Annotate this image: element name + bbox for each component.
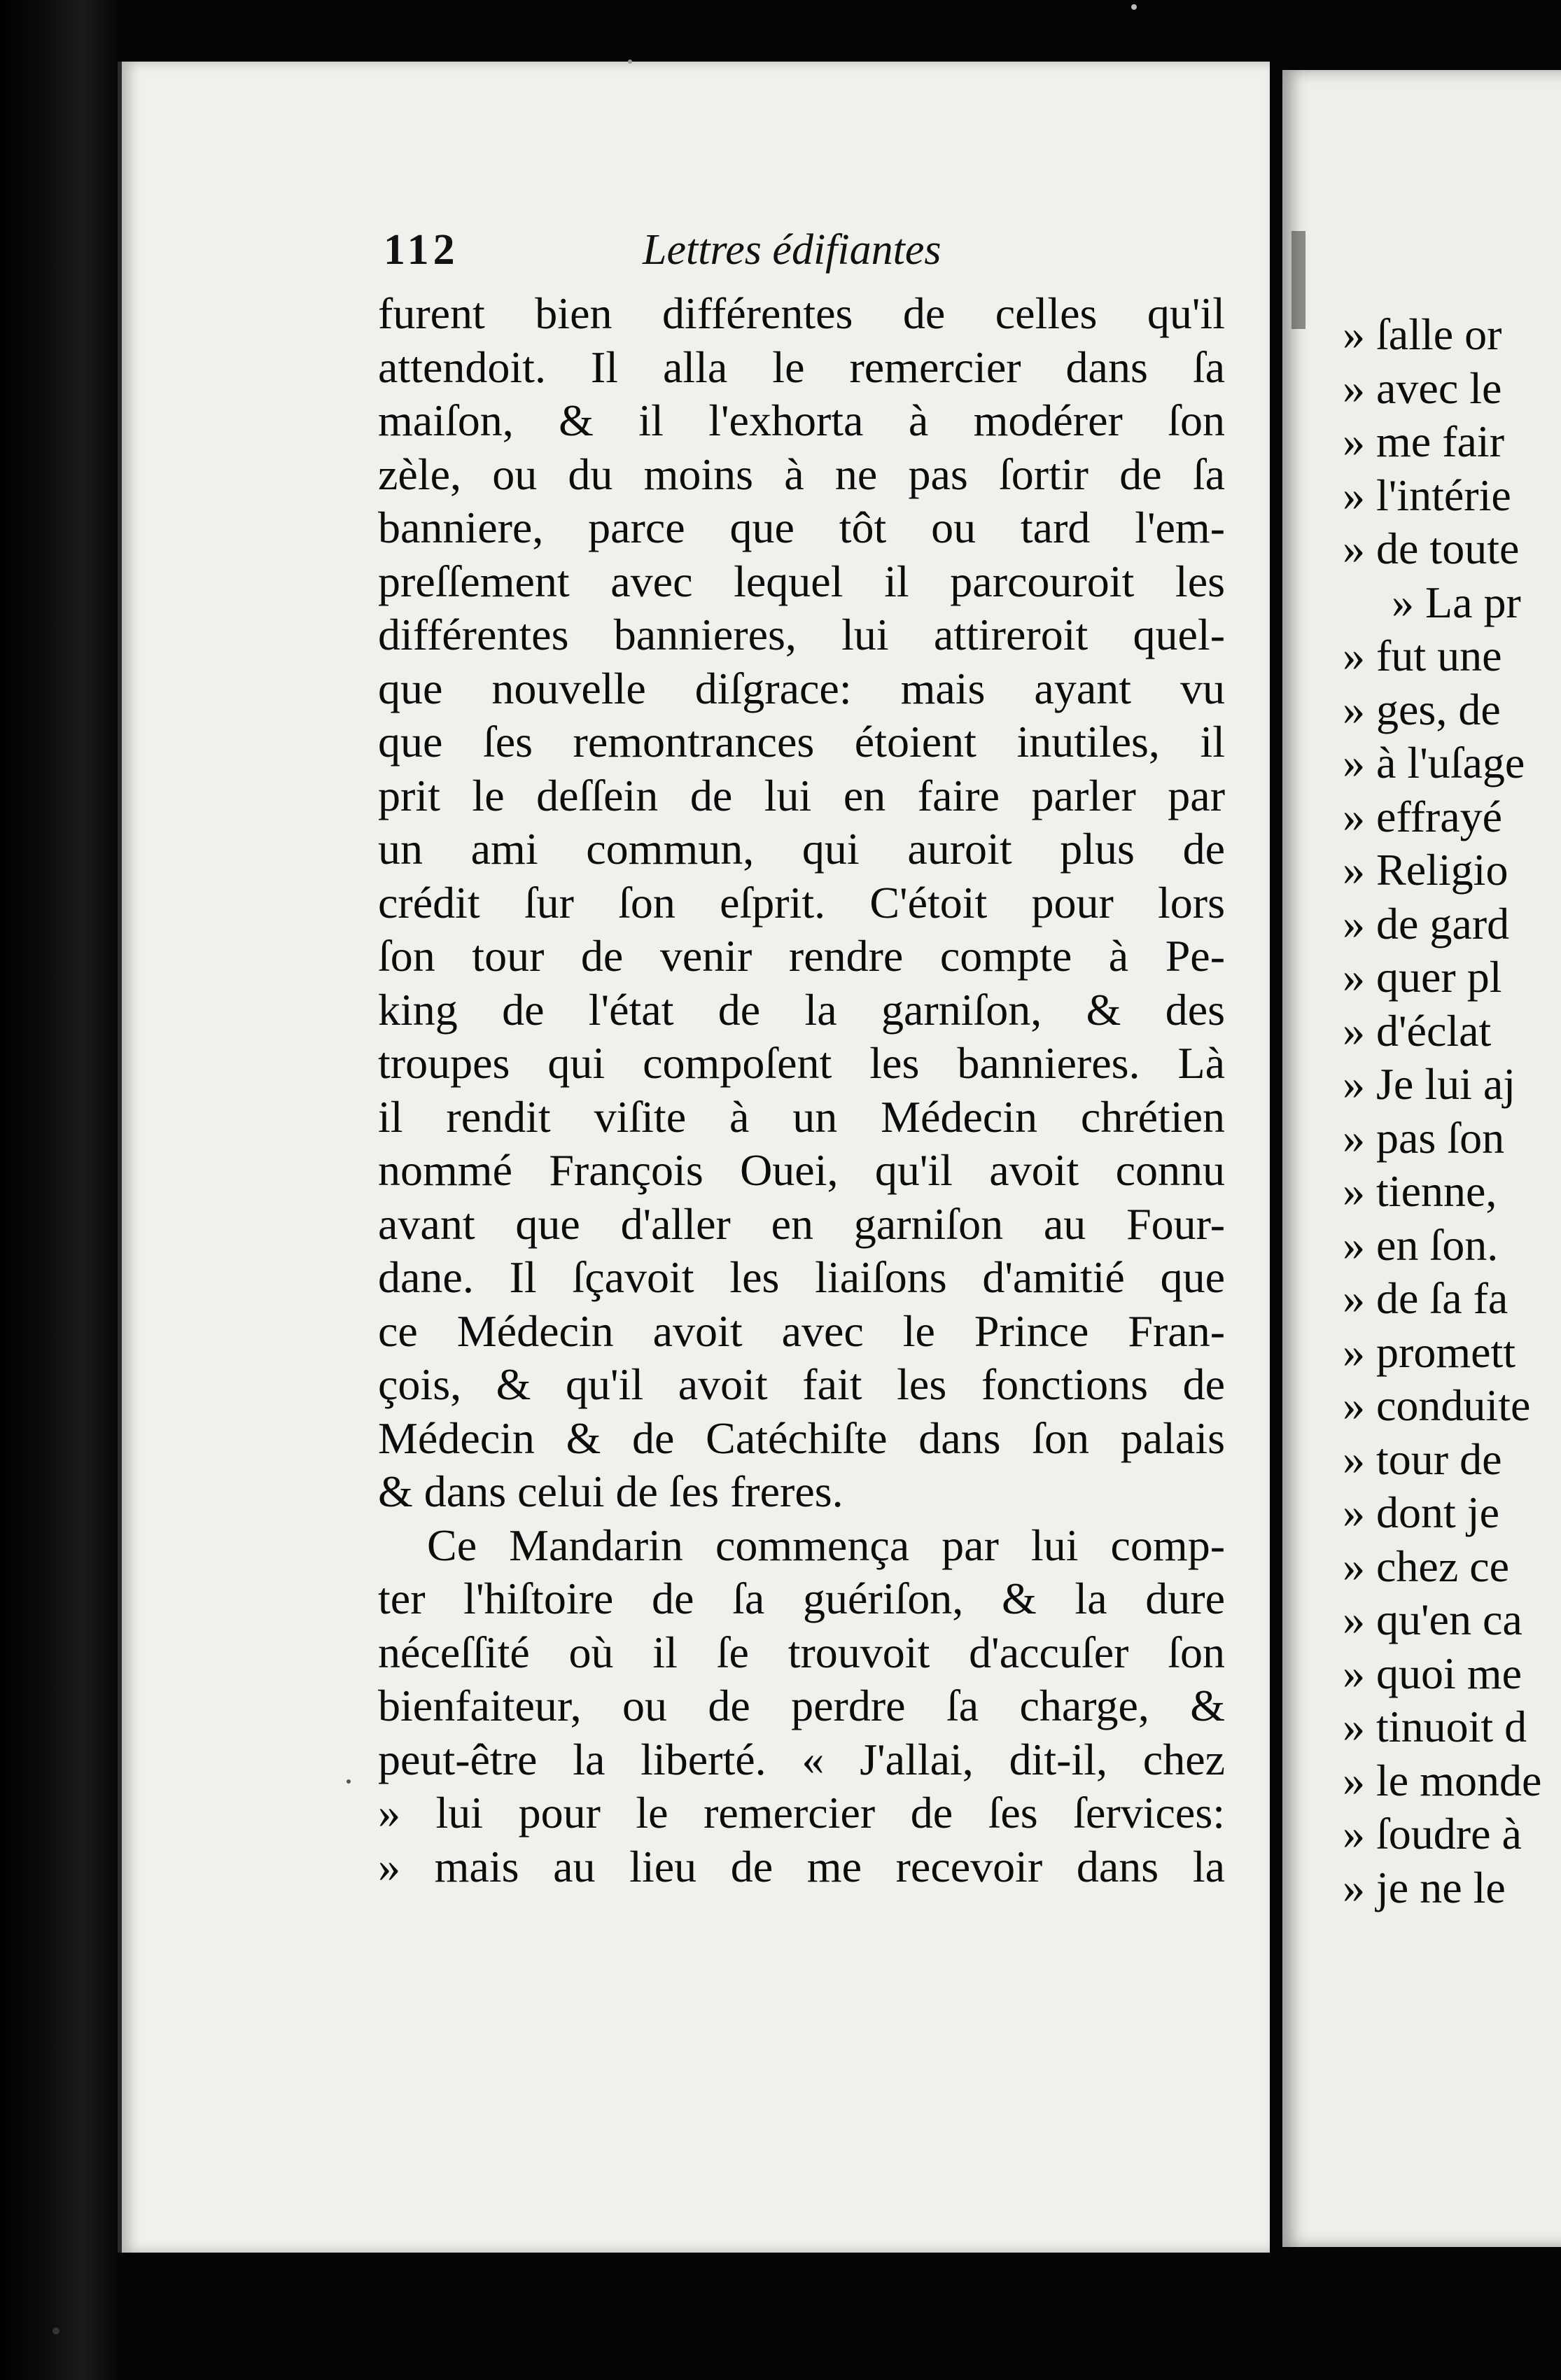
text-line: » tinuoit d xyxy=(1343,1702,1527,1751)
text-line: avant que d'aller en garniſon au Four- xyxy=(378,1198,1225,1249)
text-line: bienfaiteur, ou de perdre ſa charge, & xyxy=(378,1681,1225,1730)
text-line: » me fair xyxy=(1343,416,1504,466)
text-line: ce Médecin avoit avec le Prince Fran- xyxy=(378,1306,1225,1356)
text-line: » je ne le xyxy=(1343,1862,1506,1912)
text-line: » quer pl xyxy=(1343,952,1502,1002)
text-line: » le monde xyxy=(1343,1755,1542,1805)
text-line: » dont je xyxy=(1343,1488,1499,1537)
text-line: Médecin & de Catéchiſte dans ſon palais xyxy=(378,1413,1225,1463)
text-line: » lui pour le remercier de ſes ſervices: xyxy=(378,1788,1225,1837)
page-number: 112 xyxy=(384,226,459,274)
text-line: » ſalle or xyxy=(1343,309,1502,359)
text-line: » d'éclat xyxy=(1343,1005,1492,1056)
text-line: » fut une xyxy=(1343,631,1502,680)
page-header xyxy=(384,225,1224,281)
text-line: un ami commun, qui auroit plus de xyxy=(378,824,1225,874)
text-line: que ſes remontrances étoient inutiles, il xyxy=(378,717,1225,766)
text-line: troupes qui compoſent les bannieres. Là xyxy=(378,1038,1225,1088)
text-line: » ges, de xyxy=(1343,684,1501,734)
text-line: crédit ſur ſon eſprit. C'étoit pour lors xyxy=(378,877,1225,927)
text-line: peut-être la liberté. « J'allai, dit-il, chez xyxy=(378,1734,1225,1784)
text-line: » promett xyxy=(1343,1326,1516,1377)
text-line: nommé François Ouei, qu'il avoit connu xyxy=(378,1145,1225,1195)
text-line: » pas ſon xyxy=(1343,1112,1505,1163)
text-line: » Je lui aj xyxy=(1343,1059,1516,1109)
text-line: il rendit viſite à un Médecin chrétien xyxy=(378,1091,1225,1142)
running-title: Lettres édifiantes xyxy=(643,226,941,274)
text-line: maiſon, & il l'exhorta à modérer ſon xyxy=(378,396,1225,445)
left-page-text xyxy=(378,287,1225,1893)
text-line: » chez ce xyxy=(1343,1541,1510,1591)
text-line: » de ſa fa xyxy=(1343,1273,1508,1323)
text-line: » de gard xyxy=(1343,898,1510,948)
text-line: » effrayé xyxy=(1343,791,1502,841)
text-line: » mais au lieu de me recevoir dans la xyxy=(378,1841,1225,1891)
book-binding-edge xyxy=(0,0,119,2380)
text-line: néceſſité où il ſe trouvoit d'accuſer ſon xyxy=(378,1627,1225,1677)
text-line: preſſement avec lequel il parcouroit les xyxy=(378,556,1225,606)
text-line: çois, & qu'il avoit fait les fonctions de xyxy=(378,1359,1225,1409)
text-line: » à l'uſage xyxy=(1343,738,1525,788)
text-line: prit le deſſein de lui en faire parler par xyxy=(378,770,1225,820)
text-line: banniere, parce que tôt ou tard l'em- xyxy=(378,503,1225,552)
text-line: zèle, ou du moins à ne pas ſortir de ſa xyxy=(378,449,1225,499)
text-line: que nouvelle diſgrace: mais ayant vu xyxy=(378,663,1225,713)
text-line: » de toute xyxy=(1343,524,1520,573)
text-line: » tour de xyxy=(1343,1434,1502,1484)
text-line: furent bien différentes de celles qu'il xyxy=(378,288,1225,338)
text-line: ter l'hiſtoire de ſa guériſon, & la dure xyxy=(378,1574,1225,1623)
text-line: » avec le xyxy=(1343,363,1502,413)
text-line: ſon tour de venir rendre compte à Pe- xyxy=(378,931,1225,981)
text-line: king de l'état de la garniſon, & des xyxy=(378,984,1225,1035)
text-line: » quoi me xyxy=(1343,1648,1522,1698)
text-line: » ſoudre à xyxy=(1343,1809,1522,1858)
text-line: différentes bannieres, lui attireroit quel- xyxy=(378,610,1225,659)
right-page-text xyxy=(1343,308,1561,1914)
text-line: » conduite xyxy=(1343,1380,1531,1430)
text-line: » Religio xyxy=(1343,845,1508,895)
text-line: » La pr xyxy=(1392,577,1521,627)
text-line: » l'intérie xyxy=(1343,470,1511,520)
text-line: » tienne, xyxy=(1343,1166,1497,1216)
text-line: » qu'en ca xyxy=(1343,1595,1522,1644)
text-line-paragraph-start: Ce Mandarin commença par lui comp- xyxy=(427,1520,1225,1570)
text-line: dane. Il ſçavoit les liaiſons d'amitié que xyxy=(378,1252,1225,1302)
text-line: » en ſon. xyxy=(1343,1219,1499,1270)
text-line: attendoit. Il alla le remercier dans ſa xyxy=(378,342,1225,392)
text-line: & dans celui de ſes freres. xyxy=(378,1466,844,1516)
